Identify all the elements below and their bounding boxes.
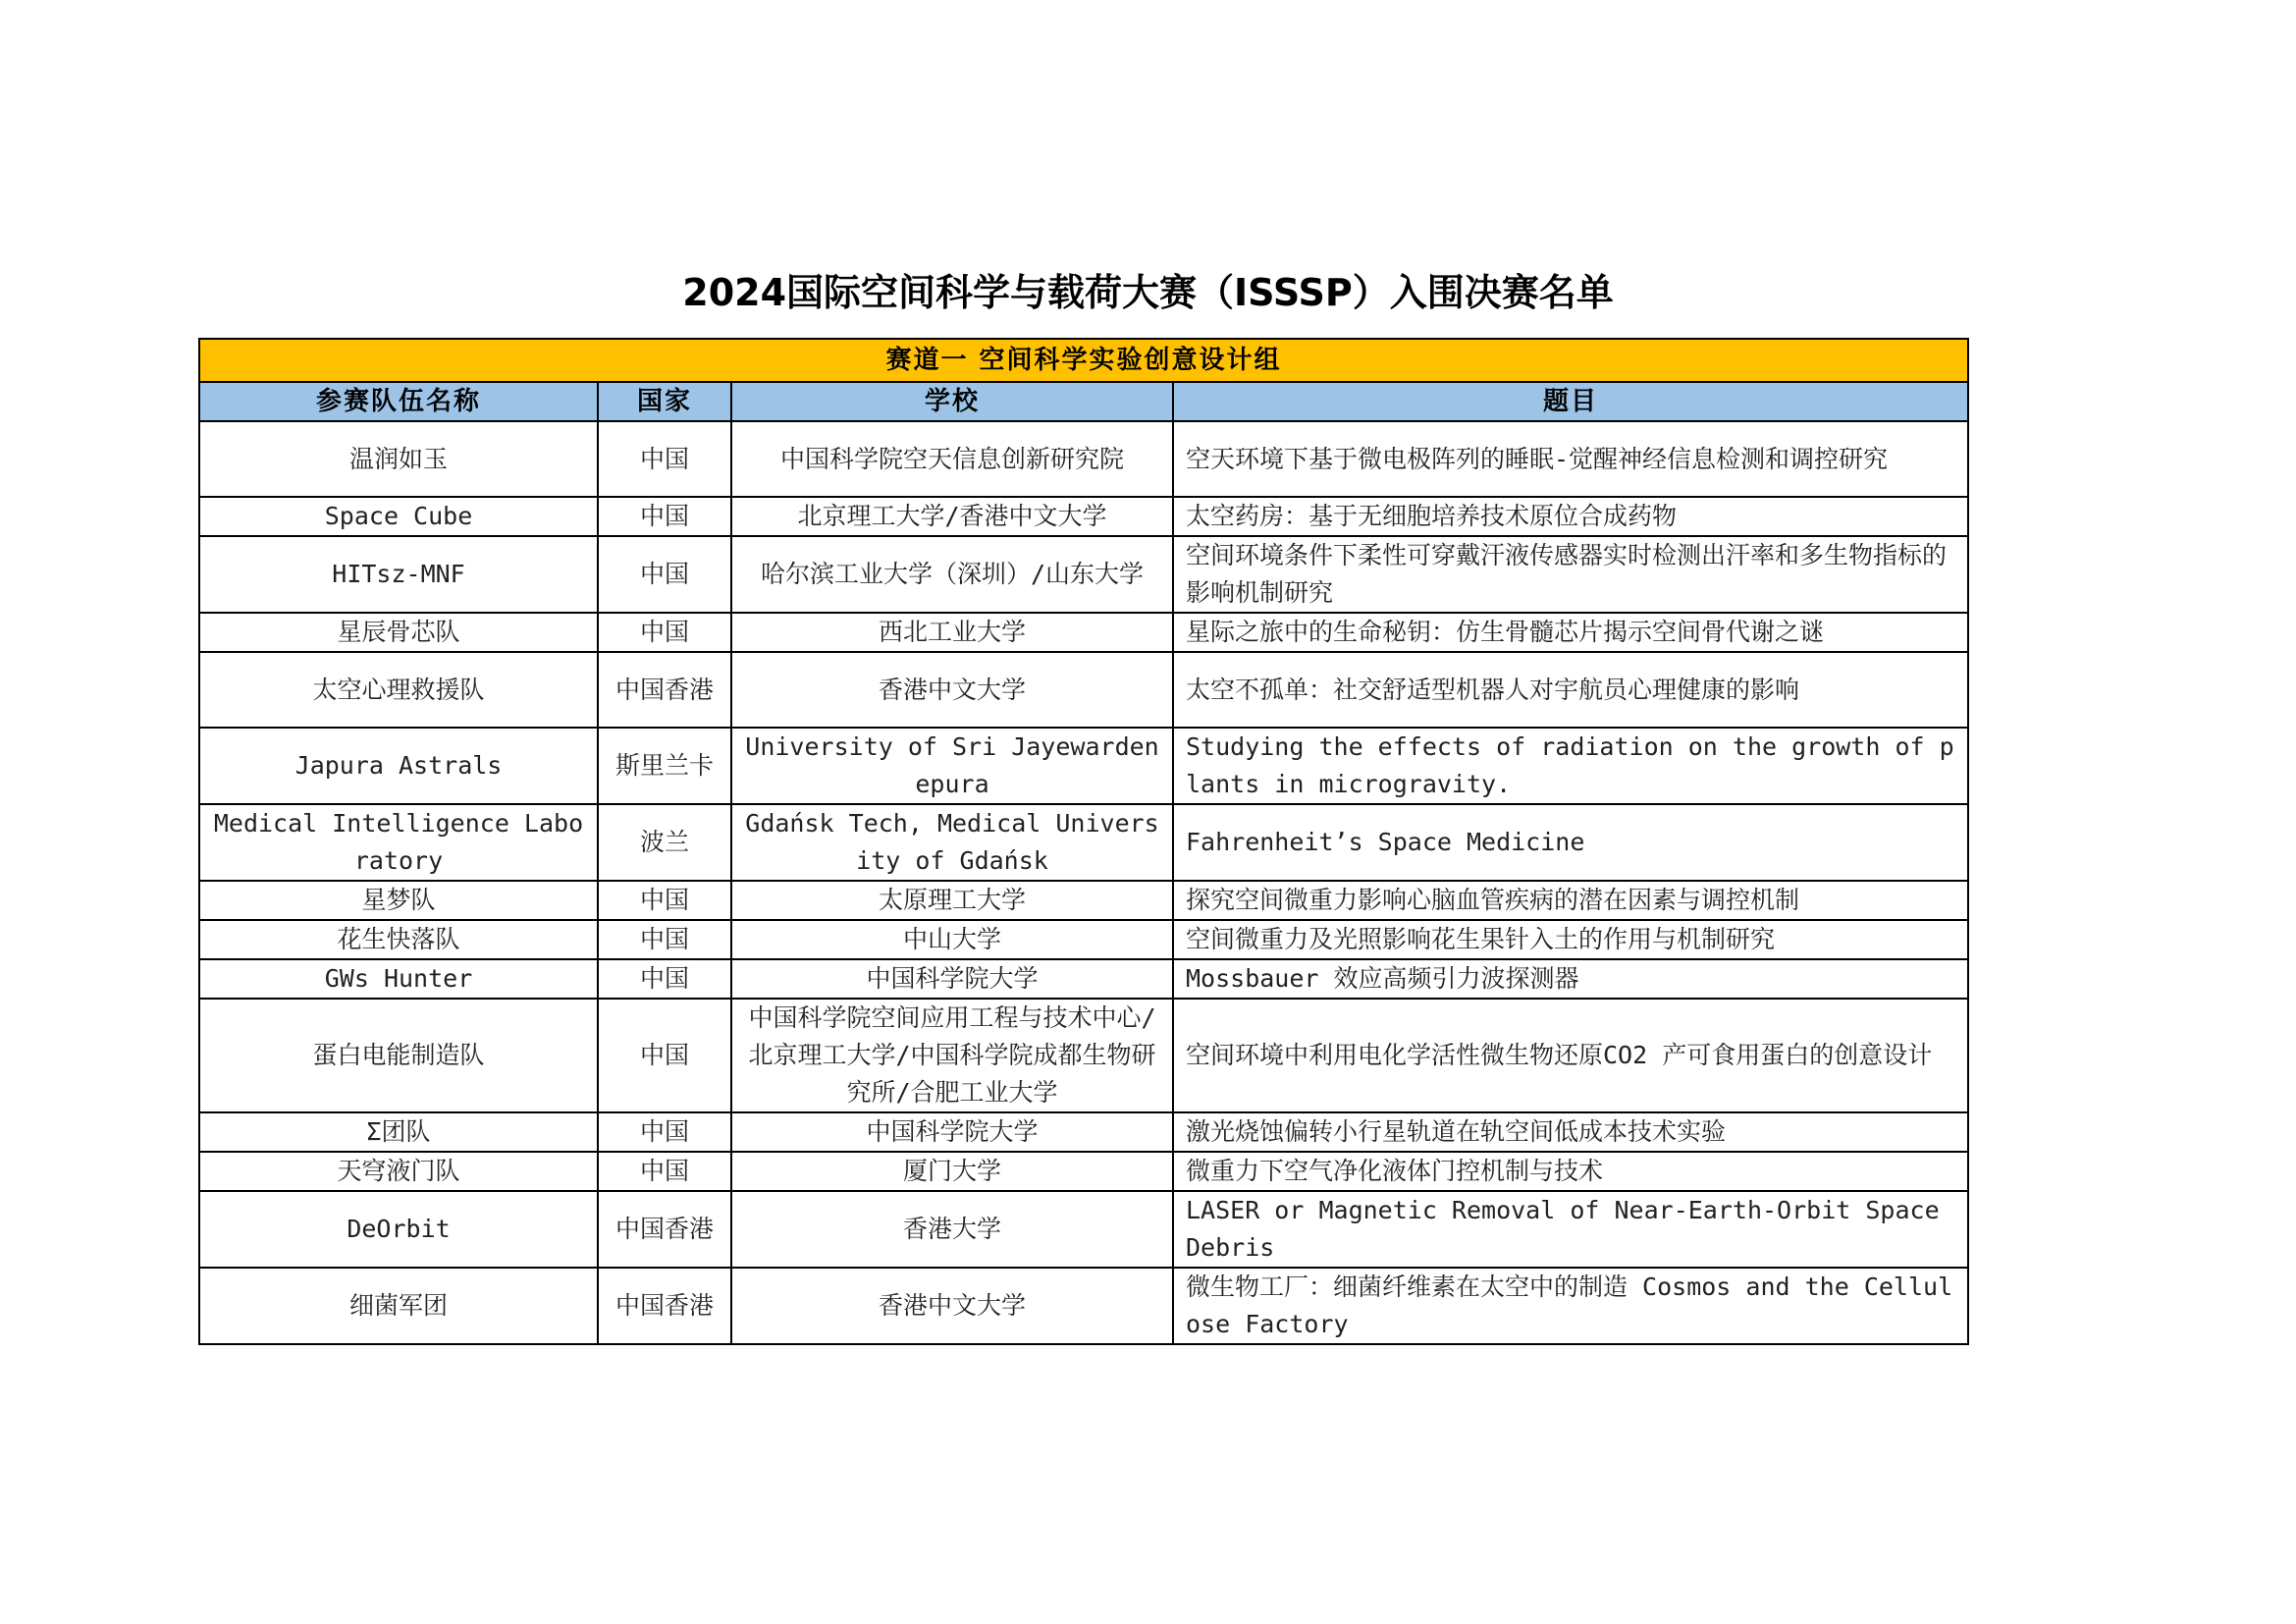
country-cell: 中国 <box>598 421 731 497</box>
school-cell: 中国科学院空天信息创新研究院 <box>731 421 1173 497</box>
topic-cell: 星际之旅中的生命秘钥：仿生骨髓芯片揭示空间骨代谢之谜 <box>1173 613 1968 652</box>
team-cell: 蛋白电能制造队 <box>199 999 598 1112</box>
table-row <box>199 999 1968 1112</box>
track-header-row <box>199 339 1968 382</box>
page-title: 2024国际空间科学与载荷大赛（ISSSP）入围决赛名单 <box>682 271 1614 314</box>
topic-cell: 太空药房：基于无细胞培养技术原位合成药物 <box>1173 497 1968 536</box>
table-row <box>199 1152 1968 1191</box>
country-cell: 波兰 <box>598 804 731 881</box>
table-row <box>199 652 1968 728</box>
team-cell: Medical Intelligence Laboratory <box>199 804 598 881</box>
table-row <box>199 1112 1968 1152</box>
school-cell: 太原理工大学 <box>731 881 1173 920</box>
table-row <box>199 881 1968 920</box>
table-row <box>199 1268 1968 1344</box>
school-cell: 哈尔滨工业大学（深圳）/山东大学 <box>731 536 1173 613</box>
topic-cell: Mossbauer 效应高频引力波探测器 <box>1173 959 1968 999</box>
topic-cell: Studying the effects of radiation on the growth of plants in microgravity. <box>1173 728 1968 804</box>
team-cell: 花生快落队 <box>199 920 598 959</box>
school-cell: 香港大学 <box>731 1191 1173 1268</box>
track-title: 赛道一 空间科学实验创意设计组 <box>199 339 1968 382</box>
school-cell: 中国科学院大学 <box>731 959 1173 999</box>
team-cell: 太空心理救援队 <box>199 652 598 728</box>
topic-cell: 空间环境中利用电化学活性微生物还原CO2 产可食用蛋白的创意设计 <box>1173 999 1968 1112</box>
school-cell: University of Sri Jayewardenepura <box>731 728 1173 804</box>
topic-cell: 微生物工厂：细菌纤维素在太空中的制造 Cosmos and the Cellulose Factory <box>1173 1268 1968 1344</box>
team-cell: 天穹液门队 <box>199 1152 598 1191</box>
column-header-school: 学校 <box>731 382 1173 421</box>
country-cell: 中国 <box>598 959 731 999</box>
column-header-team: 参赛队伍名称 <box>199 382 598 421</box>
topic-cell: 空天环境下基于微电极阵列的睡眠-觉醒神经信息检测和调控研究 <box>1173 421 1968 497</box>
school-cell: 西北工业大学 <box>731 613 1173 652</box>
country-cell: 中国 <box>598 920 731 959</box>
country-cell: 中国香港 <box>598 1191 731 1268</box>
table-row <box>199 920 1968 959</box>
topic-cell: 太空不孤单：社交舒适型机器人对宇航员心理健康的影响 <box>1173 652 1968 728</box>
team-cell: 细菌军团 <box>199 1268 598 1344</box>
table-row <box>199 421 1968 497</box>
topic-cell: 微重力下空气净化液体门控机制与技术 <box>1173 1152 1968 1191</box>
country-cell: 中国 <box>598 881 731 920</box>
table-row <box>199 728 1968 804</box>
finalists-table <box>198 338 1969 1345</box>
school-cell: 中山大学 <box>731 920 1173 959</box>
table-row <box>199 1191 1968 1268</box>
team-cell: Σ团队 <box>199 1112 598 1152</box>
country-cell: 斯里兰卡 <box>598 728 731 804</box>
topic-cell: 空间环境条件下柔性可穿戴汗液传感器实时检测出汗率和多生物指标的影响机制研究 <box>1173 536 1968 613</box>
country-cell: 中国香港 <box>598 1268 731 1344</box>
country-cell: 中国香港 <box>598 652 731 728</box>
team-cell: Japura Astrals <box>199 728 598 804</box>
school-cell: 香港中文大学 <box>731 652 1173 728</box>
team-cell: DeOrbit <box>199 1191 598 1268</box>
country-cell: 中国 <box>598 497 731 536</box>
country-cell: 中国 <box>598 1112 731 1152</box>
school-cell: 香港中文大学 <box>731 1268 1173 1344</box>
team-cell: 星梦队 <box>199 881 598 920</box>
school-cell: 厦门大学 <box>731 1152 1173 1191</box>
topic-cell: 激光烧蚀偏转小行星轨道在轨空间低成本技术实验 <box>1173 1112 1968 1152</box>
table-row <box>199 536 1968 613</box>
column-header-row <box>199 382 1968 421</box>
country-cell: 中国 <box>598 999 731 1112</box>
country-cell: 中国 <box>598 536 731 613</box>
column-header-country: 国家 <box>598 382 731 421</box>
column-header-topic: 题目 <box>1173 382 1968 421</box>
table-row <box>199 804 1968 881</box>
topic-cell: LASER or Magnetic Removal of Near-Earth-Orbit Space Debris <box>1173 1191 1968 1268</box>
school-cell: 中国科学院大学 <box>731 1112 1173 1152</box>
team-cell: 星辰骨芯队 <box>199 613 598 652</box>
school-cell: 中国科学院空间应用工程与技术中心/北京理工大学/中国科学院成都生物研究所/合肥工业大学 <box>731 999 1173 1112</box>
country-cell: 中国 <box>598 613 731 652</box>
team-cell: HITsz-MNF <box>199 536 598 613</box>
school-cell: Gdańsk Tech, Medical University of Gdańsk <box>731 804 1173 881</box>
topic-cell: 空间微重力及光照影响花生果针入土的作用与机制研究 <box>1173 920 1968 959</box>
country-cell: 中国 <box>598 1152 731 1191</box>
topic-cell: 探究空间微重力影响心脑血管疾病的潜在因素与调控机制 <box>1173 881 1968 920</box>
table-row <box>199 959 1968 999</box>
table-row <box>199 613 1968 652</box>
school-cell: 北京理工大学/香港中文大学 <box>731 497 1173 536</box>
table-row <box>199 497 1968 536</box>
team-cell: Space Cube <box>199 497 598 536</box>
team-cell: GWs Hunter <box>199 959 598 999</box>
topic-cell: Fahrenheit’s Space Medicine <box>1173 804 1968 881</box>
team-cell: 温润如玉 <box>199 421 598 497</box>
